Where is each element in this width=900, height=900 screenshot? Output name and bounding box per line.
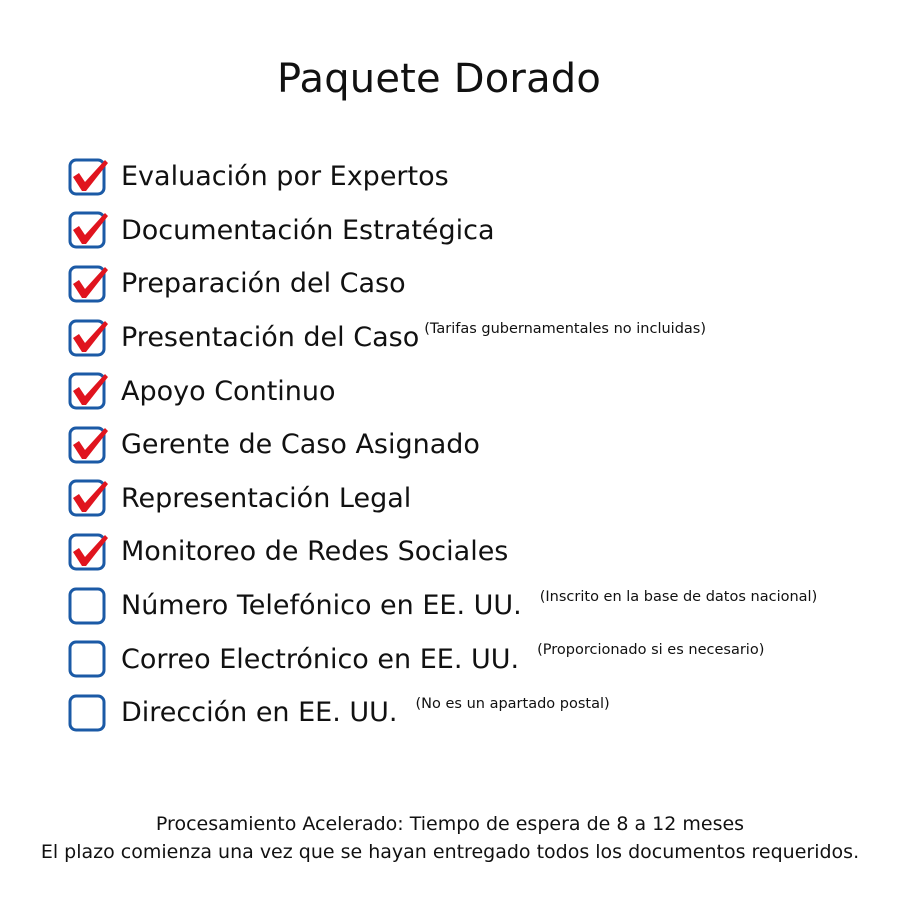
checkbox-graphic: [68, 694, 106, 732]
checklist-item: [68, 579, 888, 633]
checkbox[interactable]: [68, 265, 106, 303]
checklist-item: [68, 364, 888, 418]
checkbox-border: [70, 696, 104, 730]
feature-checklist: [68, 150, 888, 740]
checkbox-graphic: [68, 640, 106, 678]
checkbox-border: [70, 642, 104, 676]
checkbox[interactable]: [68, 694, 106, 732]
checkbox[interactable]: [68, 479, 106, 517]
item-label: Presentación del Caso: [121, 322, 420, 354]
checkbox[interactable]: [68, 587, 106, 625]
checklist-item: [68, 686, 888, 740]
checkbox-graphic: [68, 265, 106, 303]
item-label: Correo Electrónico en EE. UU.: [121, 643, 520, 675]
item-note: (Proporcionado si es necesario): [537, 642, 765, 659]
item-label: Documentación Estratégica: [121, 214, 495, 246]
checkbox[interactable]: [68, 640, 106, 678]
processing-time-text: Procesamiento Acelerado: Tiempo de espera de 8 a 12 meses: [155, 813, 745, 835]
checkbox-graphic: [68, 372, 106, 410]
checklist-item: [68, 150, 888, 204]
checklist-item: [68, 204, 888, 258]
checkbox[interactable]: [68, 426, 106, 464]
checkbox-graphic: [68, 533, 106, 571]
checkbox-graphic: [68, 211, 106, 249]
checklist-item: [68, 418, 888, 472]
checklist-item: [68, 257, 888, 311]
item-label: Preparación del Caso: [121, 268, 406, 300]
footer: [0, 810, 900, 866]
item-label: Número Telefónico en EE. UU.: [121, 590, 522, 622]
checkbox[interactable]: [68, 372, 106, 410]
item-label: Gerente de Caso Asignado: [121, 429, 480, 461]
item-note: (Inscrito en la base de datos nacional): [539, 588, 818, 605]
checklist-item: [68, 311, 888, 365]
page-title: Paquete Dorado: [276, 56, 602, 102]
checkbox[interactable]: [68, 533, 106, 571]
checkbox-graphic: [68, 479, 106, 517]
checkbox[interactable]: [68, 319, 106, 357]
checklist-item: [68, 525, 888, 579]
checklist-item: [68, 472, 888, 526]
checkbox[interactable]: [68, 158, 106, 196]
checkbox[interactable]: [68, 211, 106, 249]
item-label: Evaluación por Expertos: [121, 161, 449, 193]
checkbox-graphic: [68, 587, 106, 625]
item-note: (No es un apartado postal): [415, 695, 610, 712]
checkbox-graphic: [68, 426, 106, 464]
item-label: Monitoreo de Redes Sociales: [121, 536, 509, 568]
timeline-note-text: El plazo comienza una vez que se hayan entregado todos los documentos requeridos.: [40, 841, 860, 863]
checkbox-border: [70, 589, 104, 623]
item-note: (Tarifas gubernamentales no incluidas): [424, 320, 707, 337]
checklist-item: [68, 632, 888, 686]
checkbox-graphic: [68, 319, 106, 357]
item-label: Dirección en EE. UU.: [121, 697, 398, 729]
item-label: Apoyo Continuo: [121, 375, 336, 407]
item-label: Representación Legal: [121, 482, 412, 514]
checkbox-graphic: [68, 158, 106, 196]
